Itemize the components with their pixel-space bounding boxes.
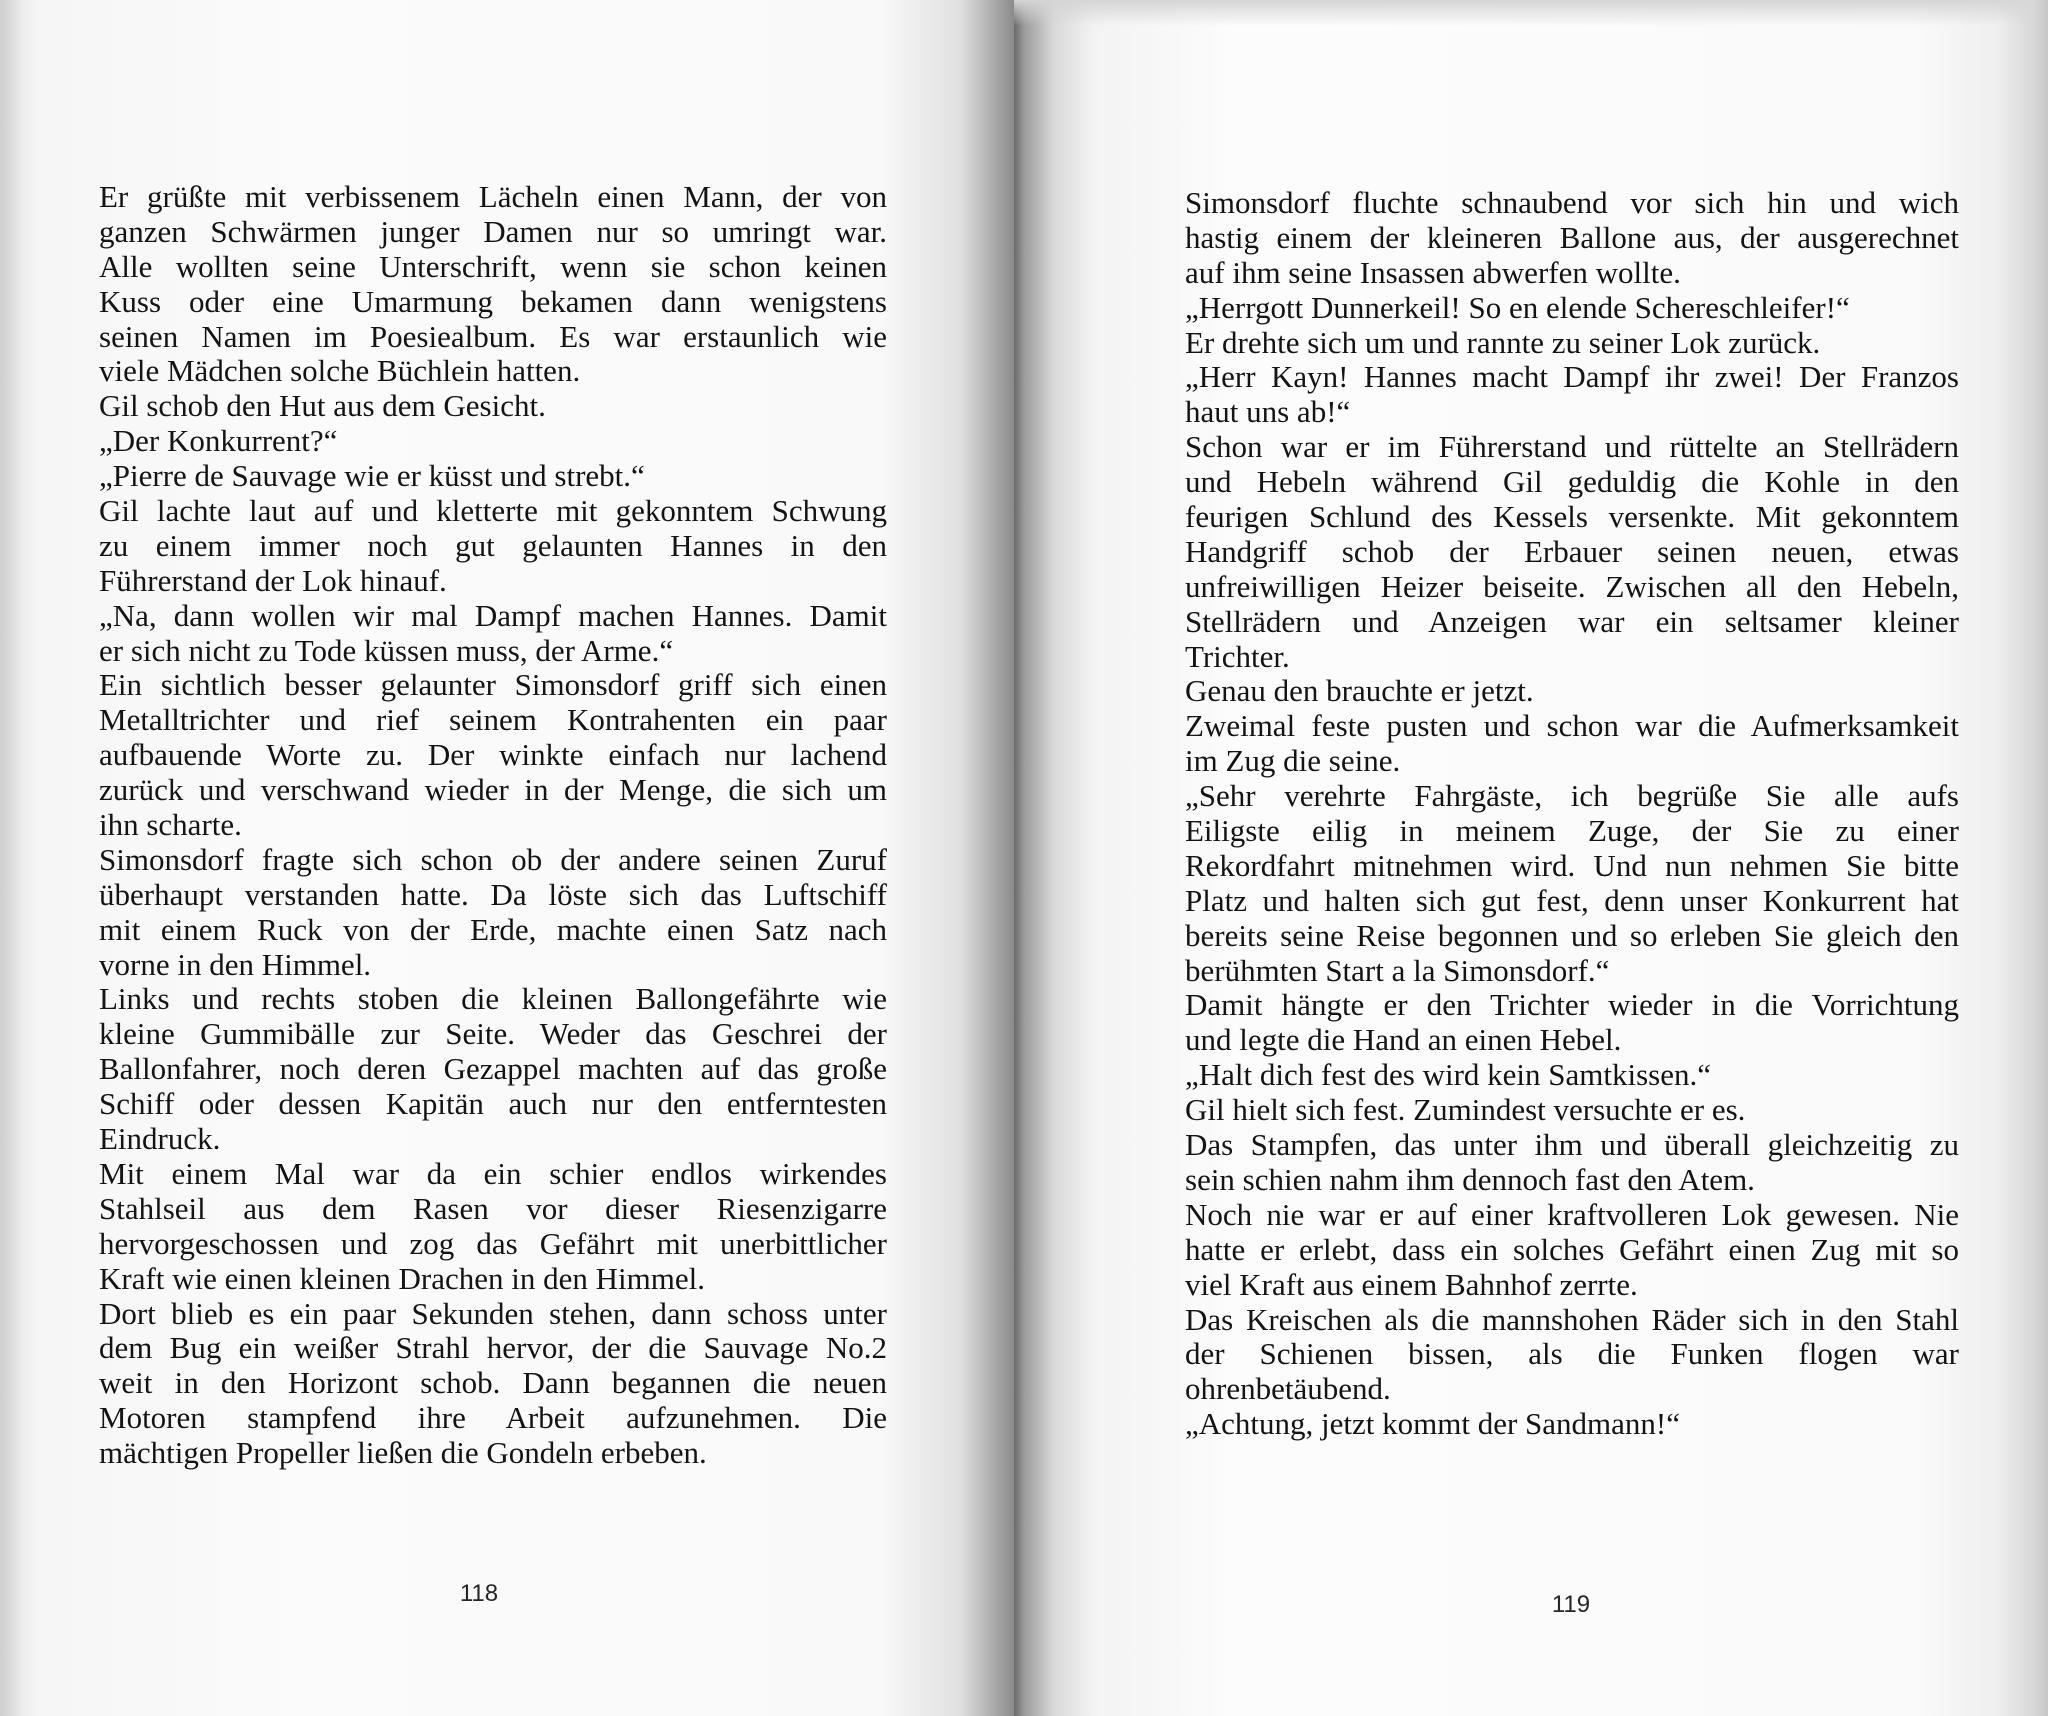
text-line: „Herrgott Dunnerkeil! So en elende Schereschleifer!“ [1185,289,1850,325]
text-line: haut uns ab!“ [1185,394,1351,430]
text-line: Mit einem Mal war da ein schier endlos wirkendes [99,1156,887,1191]
text-line: ganzen Schwärmen junger Damen nur so umringt war. [99,214,887,249]
text-line: Simonsdorf fluchte schnaubend vor sich hin und wich [1185,186,1959,220]
text-line: Metalltrichter und rief seinem Kontrahenten ein paar [99,703,887,738]
text-line: „Halt dich fest des wird kein Samtkissen.“ [1185,1057,1712,1093]
right-page-text [1185,186,1959,1442]
text-line: Kuss oder eine Umarmung bekamen dann wenigstens [99,284,887,319]
text-line: Zweimal feste pusten und schon war die Aufmerksamkeit [1185,709,1959,744]
text-line: Gil schob den Hut aus dem Gesicht. [99,388,546,424]
page-number-right: 119 [1551,1591,1591,1618]
text-line: zu einem immer noch gut gelaunten Hannes in den [99,528,887,563]
text-line: Alle wollten seine Unterschrift, wenn sie schon keinen [99,249,887,284]
text-line: hervorgeschossen und zog das Gefährt mit unerbittlicher [99,1226,887,1261]
text-line: sein schien nahm ihm dennoch fast den Atem. [1185,1161,1755,1197]
text-line: hastig einem der kleineren Ballone aus, der ausgerechnet [1185,220,1959,255]
text-line: Handgriff schob der Erbauer seinen neuen, etwas [1185,534,1959,569]
text-line: feurigen Schlund des Kessels versenkte. Mit gekonntem [1185,500,1959,535]
right-page-top-shadow [1014,0,2048,26]
text-line: Rekordfahrt mitnehmen wird. Und nun nehmen Sie bitte [1185,848,1959,883]
text-line: der Schienen bissen, als die Funken flogen war [1185,1337,1959,1372]
text-line: ihn scharte. [99,807,242,843]
text-line: Eiligste eilig in meinem Zuge, der Sie zu einer [1185,814,1959,849]
text-line: Er grüßte mit verbissenem Lächeln einen Mann, der von [99,180,887,214]
text-line: Motoren stampfend ihre Arbeit aufzunehmen. Die [99,1401,887,1436]
text-line: überhaupt verstanden hatte. Da löste sich das Luftschiff [99,877,887,912]
page-number-left: 118 [459,1580,499,1607]
text-line: er sich nicht zu Tode küssen muss, der Arme.“ [99,632,674,668]
text-line: unfreiwilligen Heizer beiseite. Zwischen all den Hebeln, [1185,569,1959,604]
text-line: bereits seine Reise begonnen und so erleben Sie gleich den [1185,918,1959,953]
text-line: Genau den brauchte er jetzt. [1185,673,1534,709]
text-line: Er drehte sich um und rannte zu seiner Lok zurück. [1185,324,1821,360]
text-line: vorne in den Himmel. [99,946,372,982]
text-line: „Na, dann wollen wir mal Dampf machen Hannes. Damit [99,598,887,633]
text-line: Gil hielt sich fest. Zumindest versuchte er es. [1185,1092,1746,1128]
text-line: Simonsdorf fragte sich schon ob der andere seinen Zuruf [99,842,887,877]
text-line: Platz und halten sich gut fest, denn unser Konkurrent hat [1185,883,1959,918]
text-line: aufbauende Worte zu. Der winkte einfach nur lachend [99,738,887,773]
text-line: Kraft wie einen kleinen Drachen in den Himmel. [99,1260,705,1296]
text-line: Stahlseil aus dem Rasen vor dieser Riesenzigarre [99,1191,887,1226]
text-line: „Achtung, jetzt kommt der Sandmann!“ [1185,1406,1681,1442]
text-line: „Der Konkurrent?“ [99,423,338,459]
text-line: mächtigen Propeller ließen die Gondeln erbeben. [99,1435,707,1471]
text-line: „Sehr verehrte Fahrgäste, ich begrüße Sie alle aufs [1185,779,1959,814]
text-line: Dort blieb es ein paar Sekunden stehen, dann schoss unter [99,1296,887,1331]
text-line: berühmten Start a la Simonsdorf.“ [1185,952,1610,988]
left-page-edge-shadow [0,0,22,1716]
text-line: Ein sichtlich besser gelaunter Simonsdorf griff sich einen [99,668,887,703]
text-line: Führerstand der Lok hinauf. [99,562,447,598]
text-line: Schon war er im Führerstand und rüttelte an Stellrädern [1185,430,1959,465]
text-line: „Herr Kayn! Hannes macht Dampf ihr zwei! Der Franzos [1185,360,1959,395]
text-line: viele Mädchen solche Büchlein hatten. [99,353,581,389]
text-line: und Hebeln während Gil geduldig die Kohle in den [1185,465,1959,500]
text-line: ohrenbetäubend. [1185,1371,1391,1407]
text-line: hatte er erlebt, dass ein solches Gefährt einen Zug mit so [1185,1232,1959,1267]
text-line: im Zug die seine. [1185,743,1401,779]
text-line: viel Kraft aus einem Bahnhof zerrte. [1185,1266,1638,1302]
text-line: Damit hängte er den Trichter wieder in die Vorrichtung [1185,988,1959,1023]
text-line: Das Stampfen, das unter ihm und überall gleichzeitig zu [1185,1128,1959,1163]
text-line: dem Bug ein weißer Strahl hervor, der die Sauvage No.2 [99,1331,887,1366]
text-line: Noch nie war er auf einer kraftvolleren Lok gewesen. Nie [1185,1197,1959,1232]
text-line: und legte die Hand an einen Hebel. [1185,1022,1622,1058]
text-line: seinen Namen im Poesiealbum. Es war erstaunlich wie [99,319,887,354]
text-line: zurück und verschwand wieder in der Menge, die sich um [99,773,887,808]
text-line: Links und rechts stoben die kleinen Ballongefährte wie [99,982,887,1017]
left-page-text [99,180,887,1471]
text-line: Gil lachte laut auf und kletterte mit gekonntem Schwung [99,494,887,529]
text-line: „Pierre de Sauvage wie er küsst und strebt.“ [99,458,645,494]
text-line: Trichter. [1185,638,1290,674]
right-page-edge-shadow [2000,0,2048,1716]
text-line: kleine Gummibälle zur Seite. Weder das Geschrei der [99,1017,887,1052]
text-line: Schiff oder dessen Kapitän auch nur den entferntesten [99,1087,887,1122]
text-line: auf ihm seine Insassen abwerfen wollte. [1185,254,1681,290]
text-line: Das Kreischen als die mannshohen Räder sich in den Stahl [1185,1302,1959,1337]
text-line: Stellrädern und Anzeigen war ein seltsamer kleiner [1185,604,1959,639]
text-line: mit einem Ruck von der Erde, machte einen Satz nach [99,912,887,947]
text-line: Eindruck. [99,1121,221,1157]
text-line: Ballonfahrer, noch deren Gezappel machten auf das große [99,1052,887,1087]
text-line: weit in den Horizont schob. Dann begannen die neuen [99,1366,887,1401]
